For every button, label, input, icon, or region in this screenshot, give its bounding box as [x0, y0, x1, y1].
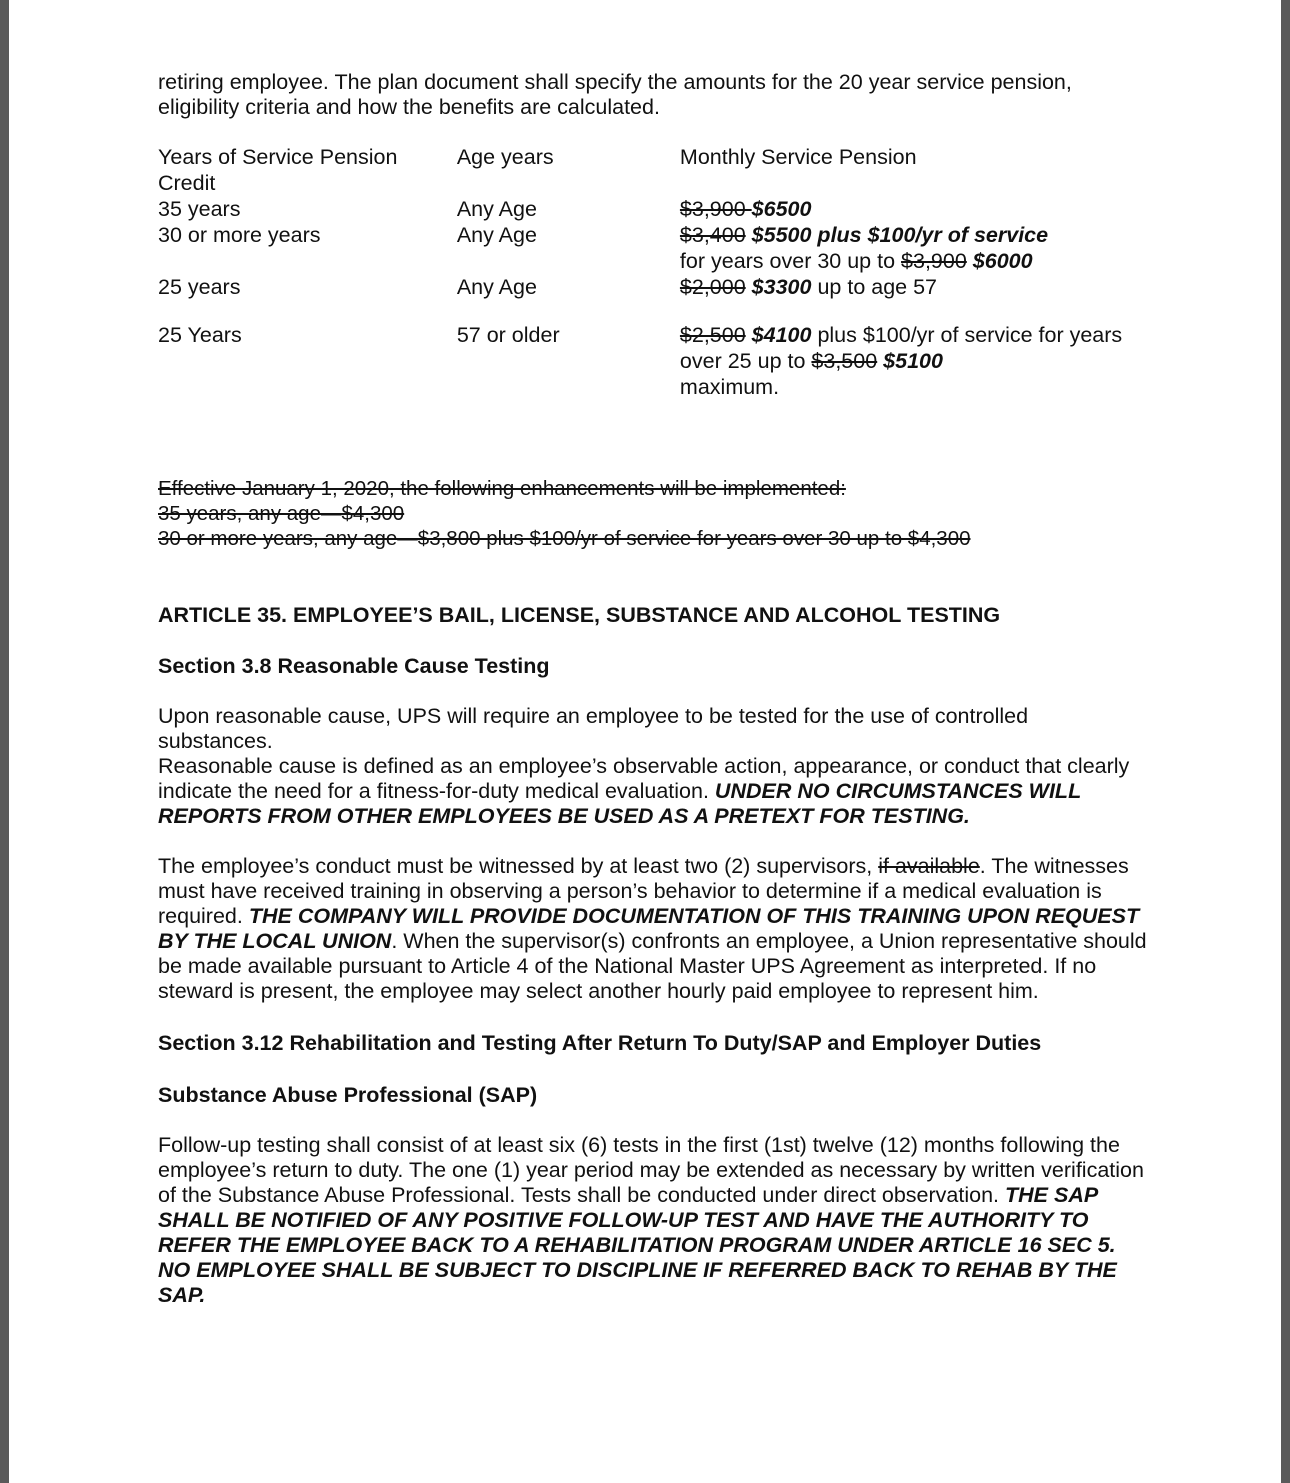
row-age: 57 or older [456, 323, 560, 347]
new-amount: $5500 plus $100/yr of service [751, 223, 1049, 247]
old-max: $3,500 [811, 349, 878, 373]
struck-enhancements [158, 476, 1148, 551]
pension-tail: maximum. [679, 375, 780, 399]
row-pension [680, 222, 1148, 274]
old-max: $3,900 [901, 249, 967, 273]
paragraph-text: . When the supervisor(s) confronts an employee, a Union representative should be made available pursuant to Article 4 of the National Master UPS Agreement as interpreted. If no steward is present, the employee may select another hourly paid employee to represent him. [158, 929, 1147, 1003]
section-38-paragraph-3 [158, 854, 1148, 1004]
old-amount: $3,400 [679, 223, 746, 247]
pension-text: up to age 57 [817, 275, 938, 299]
new-amount: $4100 [751, 323, 812, 347]
table-row [158, 274, 1148, 300]
pension-text: plus $100/yr of service for years over 25 up to [679, 323, 1123, 373]
paragraph-text: Reasonable cause is defined as an employee’s observable action, appearance, or conduct that clearly indicate the need for a fitness-for-duty medical evaluation. [158, 754, 1130, 803]
old-amount: $3,900 [679, 197, 752, 221]
emphasis-text: THE COMPANY WILL PROVIDE DOCUMENTATION OF THIS TRAINING UPON REQUEST BY THE LOCAL UNION [158, 904, 1140, 953]
row-age: Any Age [456, 197, 537, 221]
row-years: 25 Years [158, 323, 242, 347]
old-amount: $2,500 [679, 323, 746, 347]
new-amount: $3300 [751, 275, 812, 299]
row-age: Any Age [456, 223, 537, 247]
header-years-service: Years of Service Pension Credit [158, 145, 398, 195]
row-pension [680, 196, 1148, 222]
row-years: 35 years [158, 197, 241, 221]
pension-table [158, 144, 1148, 400]
intro-paragraph: retiring employee. The plan document shall specify the amounts for the 20 year service pension, eligibility criteria and how the benefits are calculated. [158, 70, 1072, 119]
article-heading: ARTICLE 35. EMPLOYEE’S BAIL, LICENSE, SUBSTANCE AND ALCOHOL TESTING [158, 603, 1001, 627]
row-pension [680, 300, 1148, 400]
document-content [158, 70, 1148, 1308]
struck-text: if available [878, 854, 980, 878]
paragraph-text: The employee’s conduct must be witnessed by at least two (2) supervisors, [158, 854, 879, 878]
emphasis-text: UNDER NO CIRCUMSTANCES WILL REPORTS FROM OTHER EMPLOYEES BE USED AS A PRETEXT FOR TESTING. [158, 779, 1081, 828]
section-38-paragraph-1: Upon reasonable cause, UPS will require an employee to be tested for the use of controlled substances. [158, 704, 1029, 753]
paragraph-text: Follow-up testing shall consist of at least six (6) tests in the first (1st) twelve (12) months following the employee’s return to duty. The one (1) year period may be extended as necessary by written verification of the Substance Abuse Professional. Tests shall be conducted under direct observation. [158, 1133, 1144, 1207]
table-header-row [158, 144, 1148, 196]
row-age: Any Age [456, 275, 537, 299]
section-38-heading: Section 3.8 Reasonable Cause Testing [158, 654, 550, 678]
section-312-heading: Section 3.12 Rehabilitation and Testing After Return To Duty/SAP and Employer Duties [158, 1031, 1042, 1055]
struck-line: Effective January 1, 2020, the following enhancements will be implemented: [158, 477, 846, 500]
sap-subheading: Substance Abuse Professional (SAP) [158, 1083, 538, 1107]
header-age: Age years [456, 145, 554, 169]
row-years: 30 or more years [158, 223, 321, 247]
row-pension [680, 274, 1148, 300]
new-max: $5100 [883, 349, 943, 373]
pension-text: for years over 30 up to [679, 249, 896, 273]
old-amount: $2,000 [679, 275, 746, 299]
new-amount: $6500 [751, 197, 812, 221]
row-years: 25 years [158, 275, 241, 299]
table-row [158, 196, 1148, 222]
struck-line: 30 or more years, any age—$3,800 plus $100/yr of service for years over 30 up to $4,300 [158, 527, 971, 550]
header-monthly-pension: Monthly Service Pension [679, 145, 917, 169]
emphasis-text: THE SAP SHALL BE NOTIFIED OF ANY POSITIVE FOLLOW-UP TEST AND HAVE THE AUTHORITY TO REFER THE EMPLOYEE BACK TO A REHABILITATION PROGRAM UNDER ARTICLE 16 SEC 5. NO EMPLOYEE SHALL BE SUBJECT TO DISCIPLINE IF REFERRED BACK TO REHAB BY THE SAP. [158, 1183, 1117, 1307]
table-row [158, 222, 1148, 274]
struck-line: 35 years, any age—$4,300 [158, 502, 405, 525]
new-max: $6000 [972, 249, 1033, 273]
document-page [9, 0, 1281, 1483]
section-38-paragraph-2 [158, 754, 1148, 829]
section-312-paragraph [158, 1133, 1148, 1308]
table-row [158, 300, 1148, 400]
paragraph-text: . The witnesses must have received training in observing a person’s behavior to determine if a medical evaluation is required. [158, 854, 1129, 928]
